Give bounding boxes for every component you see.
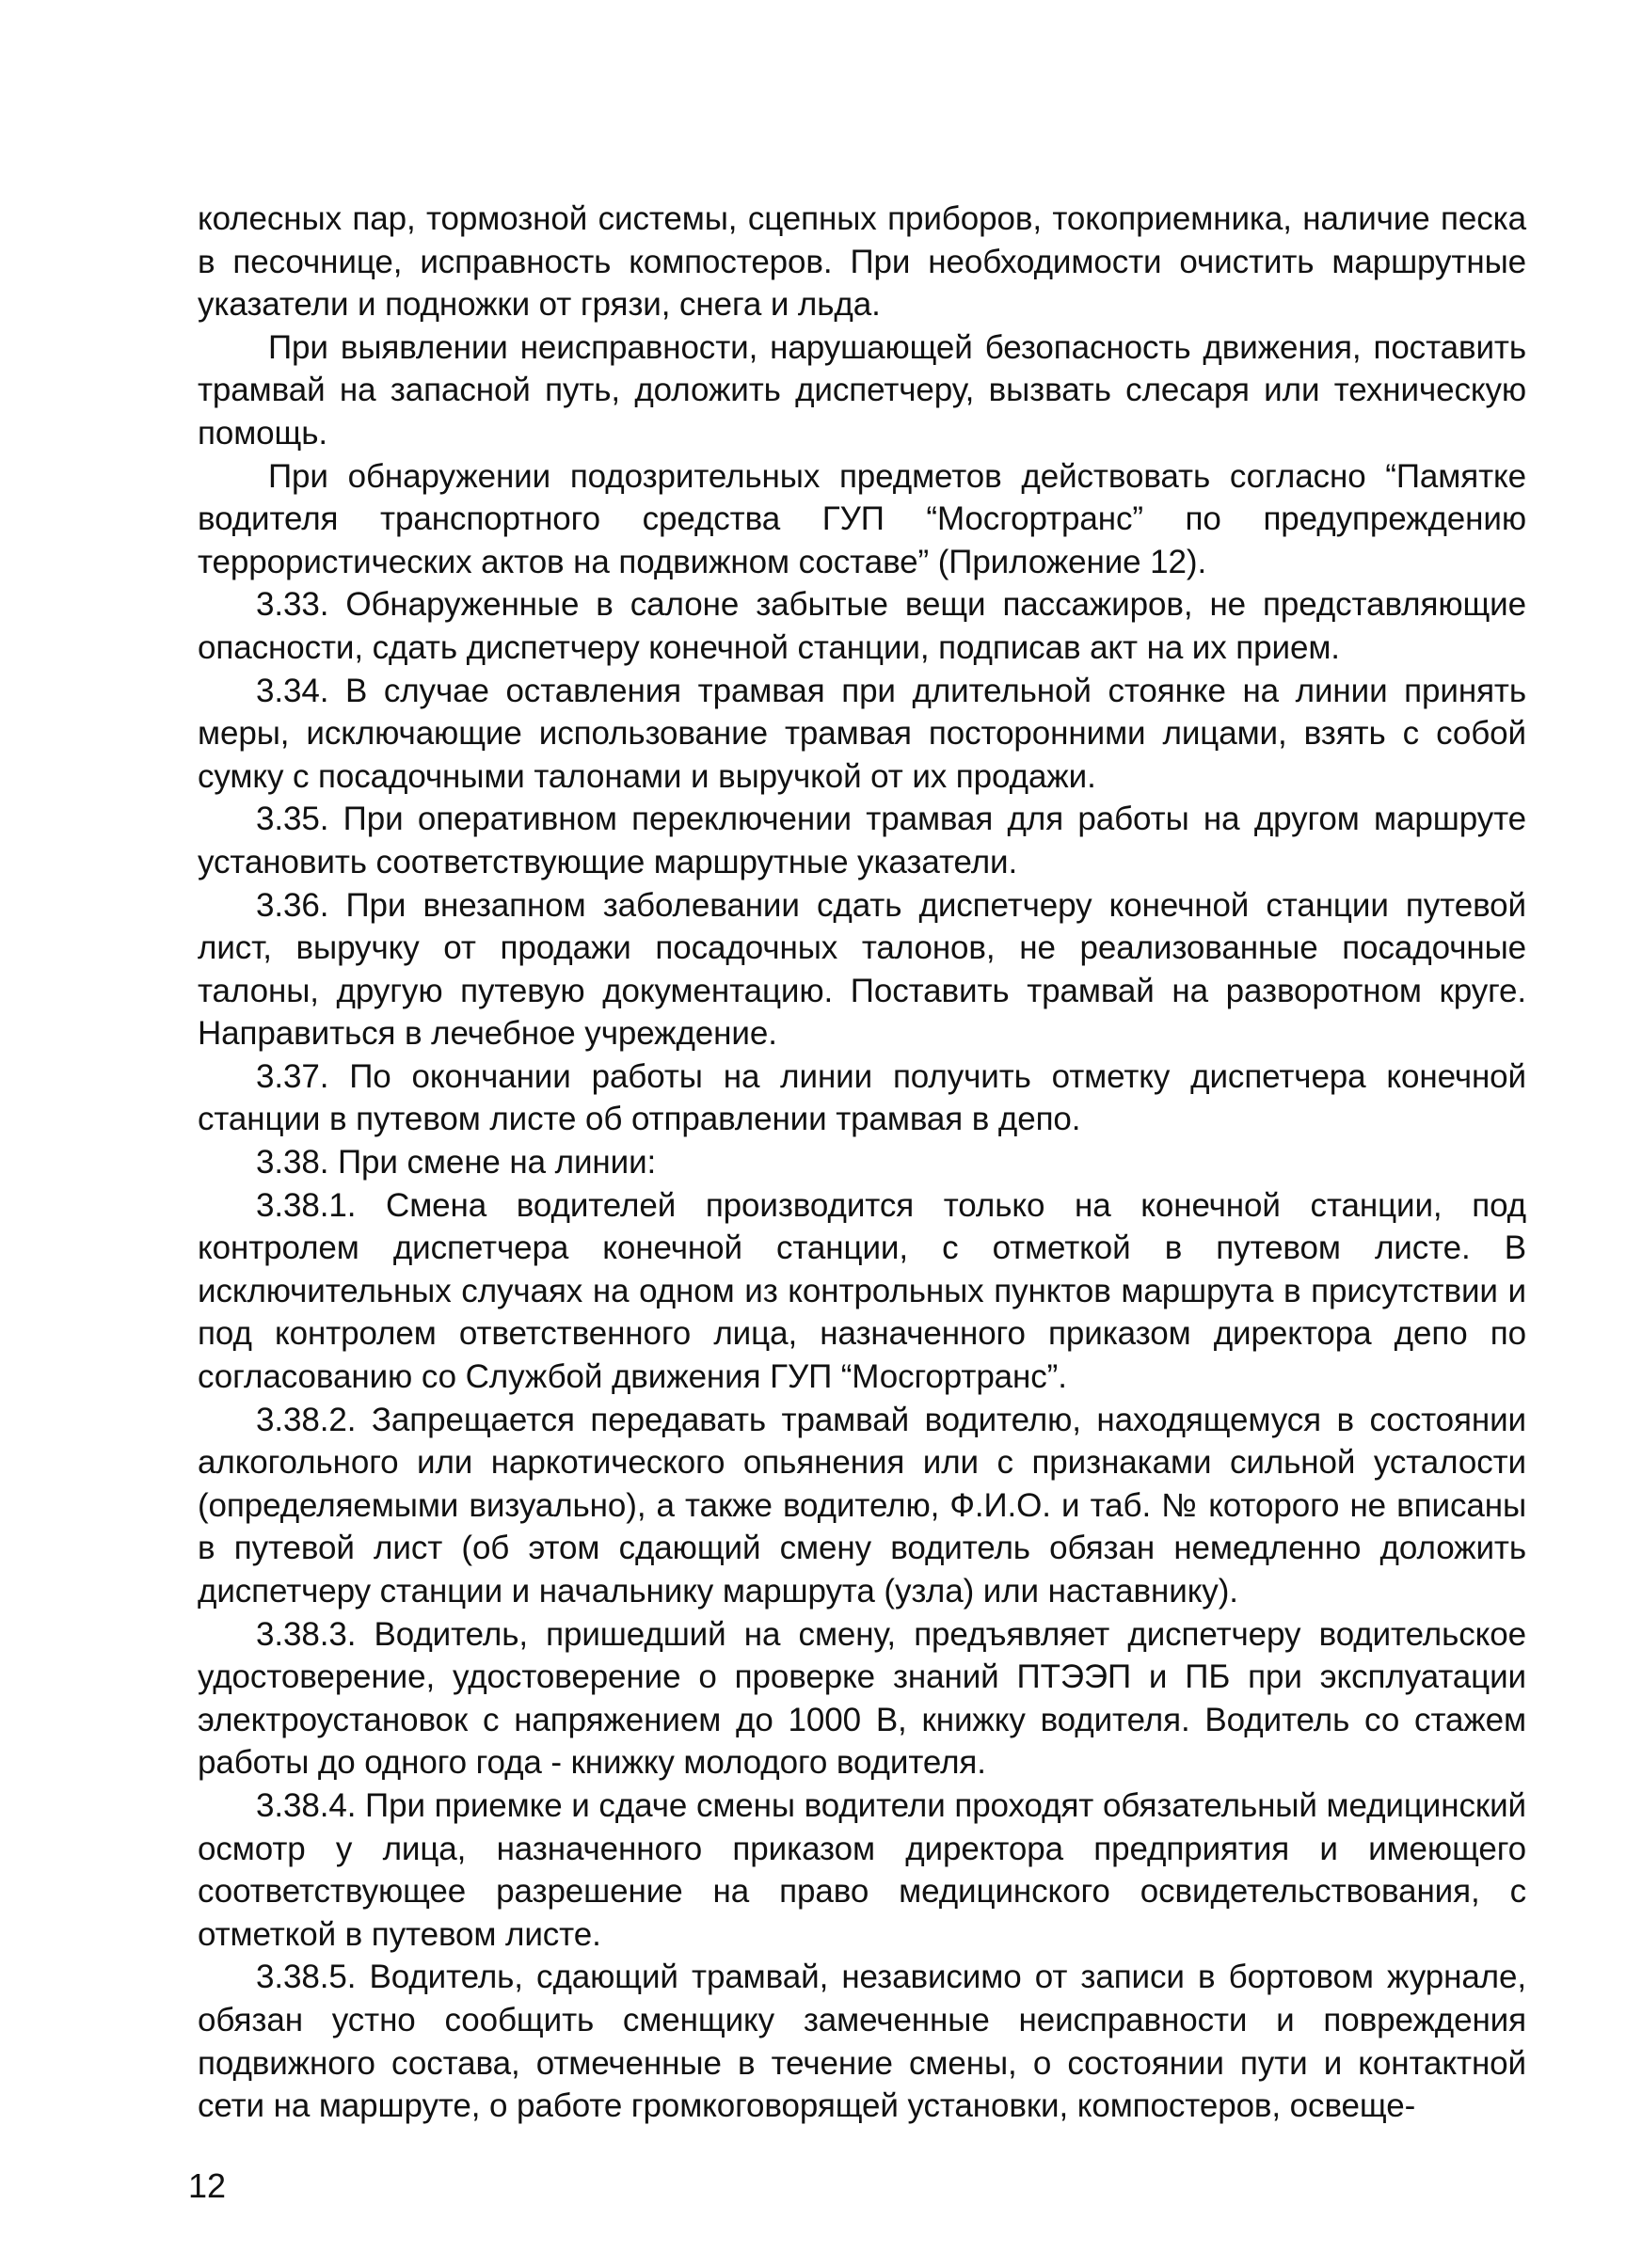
clause-3-38-3: 3.38.3. Водитель, пришедший на смену, предъявляет диспетчеру водительское удостоверение, удостоверение о проверке знаний ПТЭЭП и ПБ при эксплуатации электроустановок с напряжением до 1000 В, книжку водителя. Водитель со стажем работы до одного года - книжку молодого водителя. (198, 1615, 1526, 1782)
clause-3-38: 3.38. При смене на линии: (256, 1144, 657, 1182)
clause-3-38-2: 3.38.2. Запрещается передавать трамвай водителю, находящемуся в состоянии алкогольного или наркотического опьянения или с признаками сильной усталости (определяемыми визуально), а также водителю, Ф.И.О. и таб. № которого не вписаны в путевой лист (об этом сдающий смену водитель обязан немедленно доложить диспетчеру станции и начальнику маршрута (узла) или наставнику). (198, 1401, 1526, 1610)
paragraph-continuation: колесных пар, тормозной системы, сцепных приборов, токоприемника, наличие песка в песочнице, исправность компостеров. При необходимости очистить маршрутные указатели и подножки от грязи, снега и льда. (198, 200, 1526, 324)
clause-3-38-1: 3.38.1. Смена водителей производится только на конечной станции, под контролем диспетчера конечной станции, с отметкой в путевом листе. В исключительных случаях на одном из контрольных пунктов маршрута в присутствии и под контролем ответственного лица, назначенного приказом директора депо по согласованию со Службой движения ГУП “Мосгортранс”. (198, 1186, 1526, 1396)
clause-3-37: 3.37. По окончании работы на линии получить отметку диспетчера конечной станции в путевом листе об отправлении трамвая в депо. (198, 1057, 1526, 1138)
clause-3-38-4: 3.38.4. При приемке и сдаче смены водители проходят обязательный медицинский осмотр у лица, назначенного приказом директора предприятия и имеющего соответствующее разрешение на право медицинского освидетельствования, с отметкой в путевом листе. (198, 1786, 1526, 1953)
clause-3-38-5: 3.38.5. Водитель, сдающий трамвай, независимо от записи в бортовом журнале, обязан устно сообщить сменщику замеченные неисправности и повреждения подвижного состава, отмеченные в течение смены, о состоянии пути и контактной сети на маршруте, о работе громкоговорящей установки, компостеров, освеще- (198, 1959, 1526, 2125)
clause-3-34: 3.34. В случае оставления трамвая при длительной стоянке на линии принять меры, исключающие использование трамвая посторонними лицами, взять с собой сумку с посадочными талонами и выручкой от их продажи. (198, 672, 1526, 795)
paragraph-suspicious-objects: При обнаружении подозрительных предметов действовать согласно “Памятке водителя транспортного средства ГУП “Мосгортранс” по предупреждению террористических актов на подвижном составе” (Приложение 12). (198, 457, 1526, 580)
paragraph-malfunction: При выявлении неисправности, нарушающей безопасность движения, поставить трамвай на запасной путь, доложить диспетчеру, вызвать слесаря или техническую помощь. (198, 328, 1526, 452)
page-number: 12 (188, 2166, 227, 2205)
clause-3-36: 3.36. При внезапном заболевании сдать диспетчеру конечной станции путевой лист, выручку от продажи посадочных талонов, не реализованные посадочные талоны, другую путевую документацию. Поставить трамвай на разворотном круге. Направиться в лечебное учреждение. (198, 886, 1526, 1053)
clause-3-33: 3.33. Обнаруженные в салоне забытые вещи пассажиров, не представляющие опасности, сдать диспетчеру конечной станции, подписав акт на их прием. (198, 586, 1526, 666)
body-text (198, 198, 1526, 2128)
clause-3-35: 3.35. При оперативном переключении трамвая для работы на другом маршруте установить соответствующие маршрутные указатели. (198, 801, 1526, 880)
